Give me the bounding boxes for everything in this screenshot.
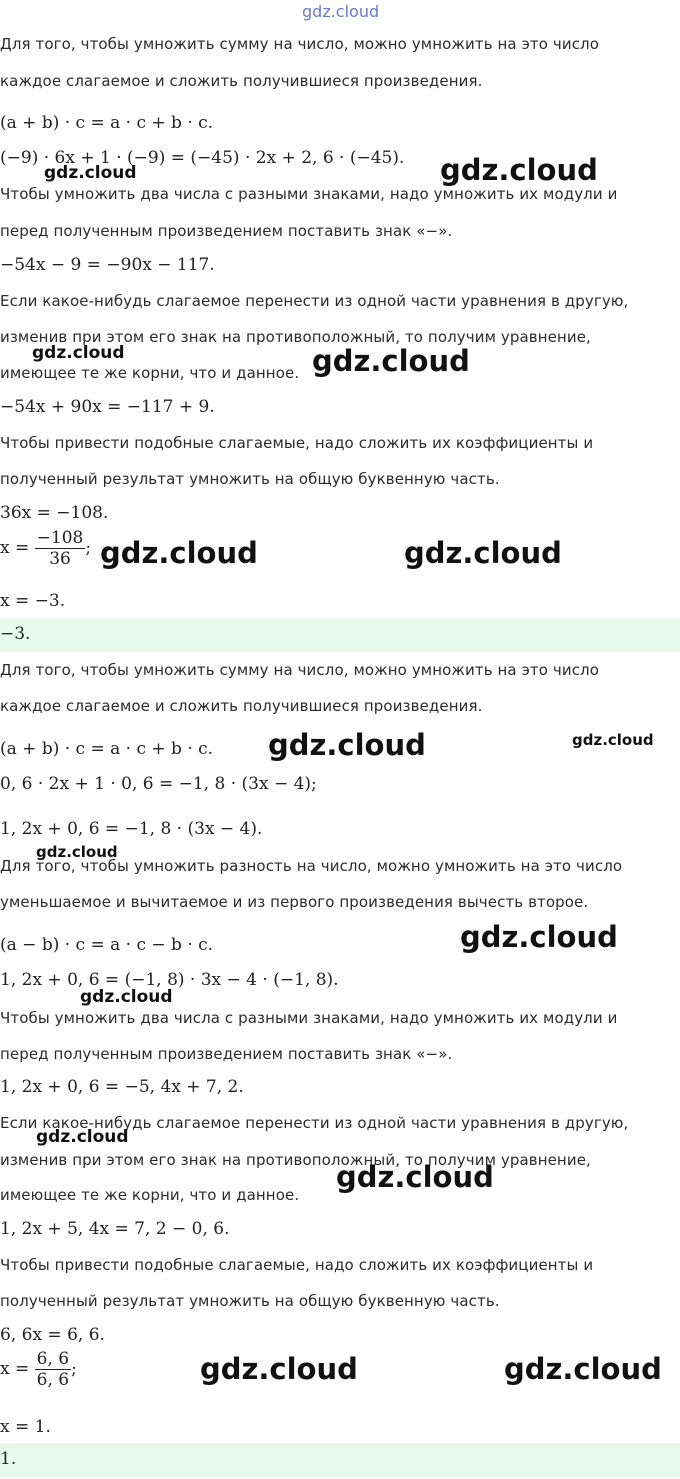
watermark: gdz.cloud — [572, 731, 654, 749]
equation: x = 1. — [0, 1417, 51, 1437]
equation: 1, 2x + 5, 4x = 7, 2 − 0, 6. — [0, 1219, 230, 1239]
rule-text: каждое слагаемое и сложить получившиеся произведения. — [0, 72, 483, 90]
watermark: gdz.cloud — [312, 344, 470, 378]
fraction — [35, 528, 86, 569]
fraction-lhs: x = — [0, 538, 30, 558]
rule-text: имеющее те же корни, что и данное. — [0, 1186, 300, 1204]
rule-text: Чтобы умножить два числа с разными знаками, надо умножить их модули и — [0, 185, 618, 203]
fraction-end: ; — [71, 1359, 77, 1379]
equation-fraction — [0, 528, 91, 569]
rule-text: уменьшаемое и вычитаемое и из первого произведения вычесть второе. — [0, 893, 589, 911]
watermark: gdz.cloud — [336, 1160, 494, 1194]
watermark: gdz.cloud — [100, 536, 258, 570]
formula: (a − b) · c = a · c − b · c. — [0, 935, 214, 955]
watermark-top: gdz.cloud — [302, 2, 380, 21]
rule-text: Если какое-нибудь слагаемое перенести из одной части уравнения в другую, — [0, 1114, 629, 1132]
rule-text: Для того, чтобы умножить разность на число, можно умножить на это число — [0, 857, 623, 875]
rule-text: перед полученным произведением поставить знак «−». — [0, 1045, 453, 1063]
fraction — [35, 1349, 71, 1390]
fraction-numerator: 6, 6 — [36, 1349, 70, 1369]
answer-value: 1. — [0, 1449, 17, 1469]
answer-band — [0, 618, 680, 652]
watermark: gdz.cloud — [404, 536, 562, 570]
equation: 0, 6 · 2x + 1 · 0, 6 = −1, 8 · (3x − 4); — [0, 774, 317, 794]
equation: −54x − 9 = −90x − 117. — [0, 255, 215, 275]
watermark: gdz.cloud — [80, 987, 173, 1007]
fraction-denominator: 36 — [49, 549, 71, 569]
fraction-numerator: −108 — [36, 528, 84, 548]
fraction-denominator: 6, 6 — [36, 1370, 70, 1390]
watermark: gdz.cloud — [200, 1352, 358, 1386]
equation: x = −3. — [0, 591, 66, 611]
rule-text: Для того, чтобы умножить сумму на число, можно умножить на это число — [0, 661, 600, 679]
rule-text: изменив при этом его знак на противоположный, то получим уравнение, — [0, 328, 591, 346]
rule-text: Чтобы привести подобные слагаемые, надо сложить их коэффициенты и — [0, 1256, 594, 1274]
equation: 1, 2x + 0, 6 = (−1, 8) · 3x − 4 · (−1, 8). — [0, 970, 339, 990]
watermark: gdz.cloud — [460, 920, 618, 954]
rule-text: каждое слагаемое и сложить получившиеся произведения. — [0, 697, 483, 715]
watermark: gdz.cloud — [36, 843, 118, 861]
rule-text: изменив при этом его знак на противоположный, то получим уравнение, — [0, 1151, 591, 1169]
answer-band — [0, 1443, 680, 1477]
answer-value: −3. — [0, 624, 31, 644]
rule-text: Чтобы умножить два числа с разными знаками, надо умножить их модули и — [0, 1009, 618, 1027]
rule-text: полученный результат умножить на общую буквенную часть. — [0, 470, 500, 488]
formula: (a + b) · c = a · c + b · c. — [0, 113, 214, 133]
equation: 1, 2x + 0, 6 = −1, 8 · (3x − 4). — [0, 819, 263, 839]
watermark: gdz.cloud — [36, 1127, 129, 1147]
rule-text: Чтобы привести подобные слагаемые, надо сложить их коэффициенты и — [0, 434, 594, 452]
equation-fraction — [0, 1349, 77, 1390]
rule-text: полученный результат умножить на общую буквенную часть. — [0, 1292, 500, 1310]
equation: −54x + 90x = −117 + 9. — [0, 397, 215, 417]
rule-text: Если какое-нибудь слагаемое перенести из одной части уравнения в другую, — [0, 292, 629, 310]
fraction-lhs: x = — [0, 1359, 30, 1379]
rule-text: имеющее те же корни, что и данное. — [0, 364, 300, 382]
watermark: gdz.cloud — [440, 153, 598, 187]
fraction-end: ; — [85, 538, 92, 558]
rule-text: Для того, чтобы умножить сумму на число, можно умножить на это число — [0, 35, 600, 53]
equation: 6, 6x = 6, 6. — [0, 1325, 105, 1345]
rule-text: перед полученным произведением поставить знак «−». — [0, 222, 453, 240]
formula: (a + b) · c = a · c + b · c. — [0, 739, 214, 759]
equation: 1, 2x + 0, 6 = −5, 4x + 7, 2. — [0, 1077, 244, 1097]
equation: (−9) · 6x + 1 · (−9) = (−45) · 2x + 2, 6 · (−45). — [0, 148, 405, 168]
equation: 36x = −108. — [0, 503, 109, 523]
watermark: gdz.cloud — [32, 343, 125, 363]
watermark: gdz.cloud — [268, 728, 426, 762]
watermark: gdz.cloud — [504, 1352, 662, 1386]
watermark: gdz.cloud — [44, 163, 137, 183]
